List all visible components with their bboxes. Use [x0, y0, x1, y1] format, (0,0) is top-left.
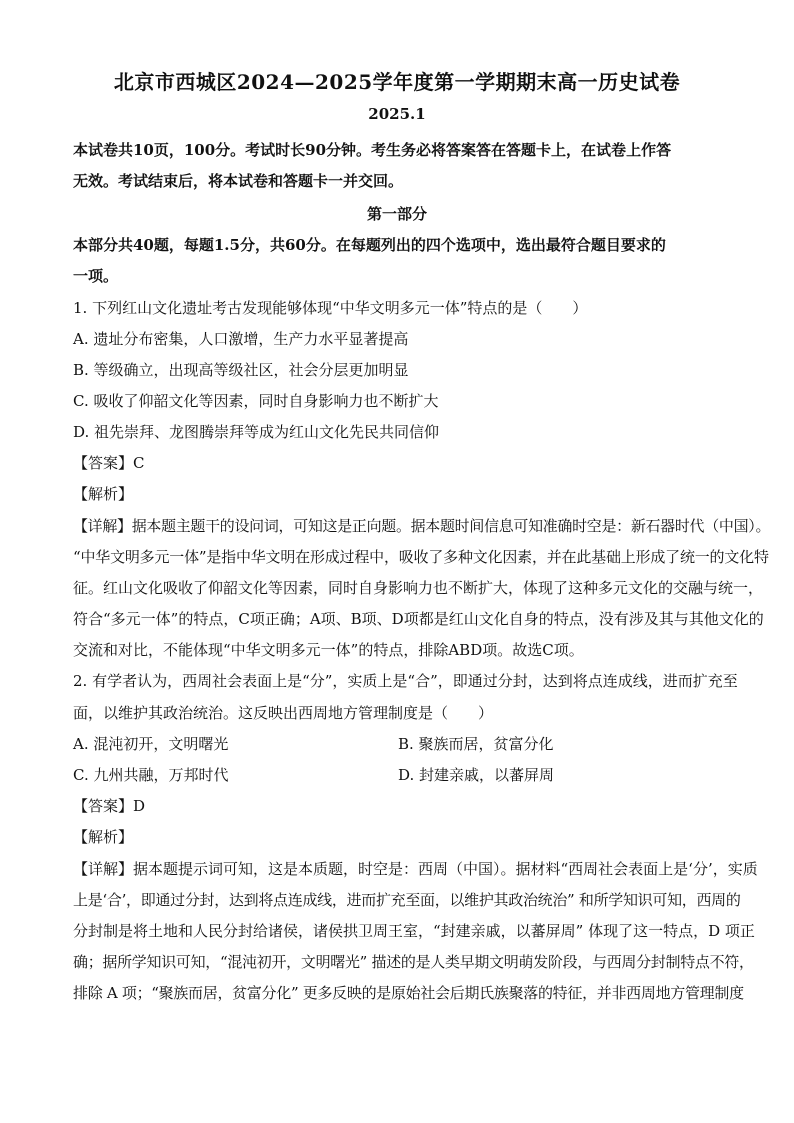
part-title: 第一部分 — [366, 205, 427, 223]
q1-analysis-label: 【解析】 — [73, 485, 134, 503]
q1-detail-line-2: “中华文明多元一体”是指中华文明在形成过程中，吸收了多种文化因素，并在此基础上形成了统一的文化特 — [73, 548, 769, 566]
q1-option-c: C. 吸收了仰韶文化等因素，同时自身影响力也不断扩大 — [73, 392, 439, 410]
q1-detail-line-5: 交流和对比，不能体现“中华文明多元一体”的特点，排除ABD项。故选C项。 — [73, 641, 584, 659]
q2-analysis-label: 【解析】 — [73, 828, 134, 846]
part-intro-line-1: 本部分共40题，每题1.5分，共60分。在每题列出的四个选项中，选出最符合题目要求的 — [73, 236, 666, 254]
q2-detail-line-4: 确；据所学知识可知，“混沌初开，文明曙光” 描述的是人类早期文明萌发阶段，与西周分封制特点不符， — [73, 953, 754, 971]
q1-stem: 1. 下列红山文化遗址考古发现能够体现“中华文明多元一体”特点的是（ ） — [73, 299, 588, 317]
q2-answer: 【答案】D — [73, 797, 146, 815]
q1-answer: 【答案】C — [73, 454, 145, 472]
part-intro-line-2: 一项。 — [73, 267, 119, 285]
q2-detail-line-2: 上是‘合’，即通过分封，达到将点连成线，进而扩充至面，以维护其政治统治” 和所学知识可知，西周的 — [73, 891, 741, 909]
q2-option-a: A. 混沌初开，文明曙光 — [73, 735, 229, 753]
exam-title: 北京市西城区2024—2025学年度第一学期期末高一历史试卷 — [113, 70, 681, 94]
q2-option-d: D. 封建亲戚，以蕃屏周 — [398, 766, 555, 784]
q2-detail-line-5: 排除 A 项；“聚族而居，贫富分化” 更多反映的是原始社会后期氏族聚落的特征，并非西周地方管理制度 — [73, 984, 744, 1002]
instruction-line-1: 本试卷共10页，100分。考试时长90分钟。考生务必将答案答在答题卡上，在试卷上作答 — [73, 141, 672, 159]
q1-option-d: D. 祖先崇拜、龙图腾崇拜等成为红山文化先民共同信仰 — [73, 423, 440, 441]
q1-option-b: B. 等级确立，出现高等级社区，社会分层更加明显 — [73, 361, 409, 379]
q2-option-c: C. 九州共融，万邦时代 — [73, 766, 229, 784]
q2-detail-line-1: 【详解】据本题提示词可知，这是本质题，时空是：西周（中国）。据材料“西周社会表面上是‘分’，实质 — [73, 860, 758, 878]
q2-detail-line-3: 分封制是将土地和人民分封给诸侯，诸侯拱卫周王室，“封建亲戚，以蕃屏周” 体现了这一特点，D 项正 — [73, 922, 755, 940]
q1-detail-line-4: 符合“多元一体”的特点，C项正确；A项、B项、D项都是红山文化自身的特点，没有涉及其与其他文化的 — [73, 610, 764, 628]
q1-detail-line-1: 【详解】据本题主题干的设问词，可知这是正向题。据本题时间信息可知准确时空是：新石器时代（中国）。 — [73, 517, 771, 535]
q2-stem-line-2: 面，以维护其政治统治。这反映出西周地方管理制度是（ ） — [73, 704, 494, 722]
instruction-line-2: 无效。考试结束后，将本试卷和答题卡一并交回。 — [73, 172, 404, 190]
q1-option-a: A. 遗址分布密集，人口激增，生产力水平显著提高 — [73, 330, 409, 348]
q2-option-b: B. 聚族而居，贫富分化 — [398, 735, 554, 753]
exam-date: 2025.1 — [368, 105, 426, 123]
q1-detail-line-3: 征。红山文化吸收了仰韶文化等因素，同时自身影响力也不断扩大，体现了这种多元文化的交融与统一， — [73, 579, 764, 597]
q2-stem-line-1: 2. 有学者认为，西周社会表面上是“分”，实质上是“合”，即通过分封，达到将点连成线，进而扩充至 — [73, 672, 738, 690]
